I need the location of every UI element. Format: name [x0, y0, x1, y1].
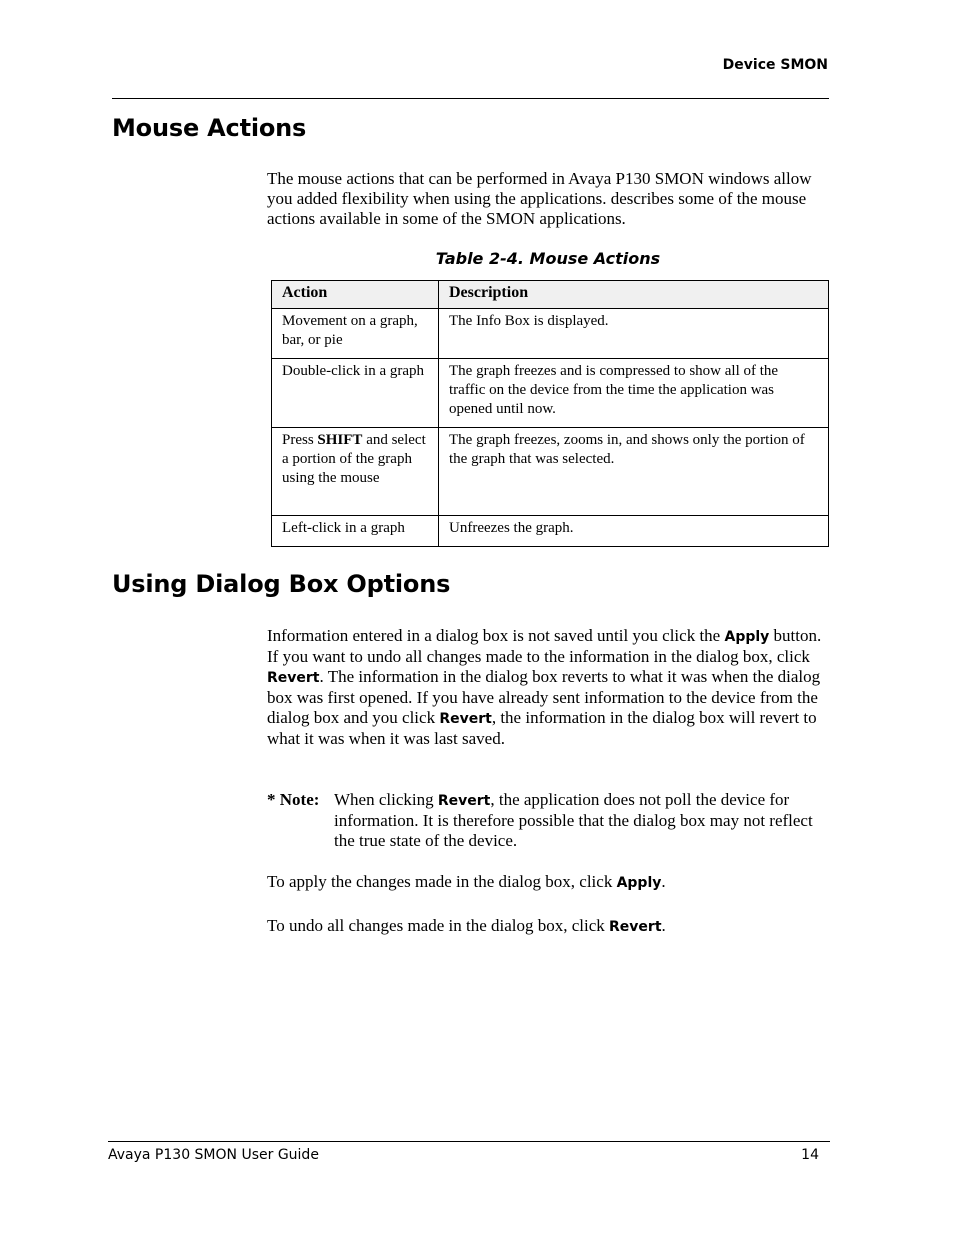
- paragraph-text: To apply the changes made in the dialog box, click: [267, 872, 617, 891]
- revert-term: Revert: [609, 919, 662, 935]
- description-cell: The Info Box is displayed.: [439, 309, 829, 359]
- table-header-row: [272, 281, 829, 309]
- table-row: [272, 309, 829, 359]
- description-cell: Unfreezes the graph.: [439, 516, 829, 547]
- mouse-actions-intro: The mouse actions that can be performed in Avaya P130 SMON windows allow you added flexibility when using the applications. describes some of the mouse actions available in some of the SMON applications.: [267, 169, 812, 228]
- shift-key-label: SHIFT: [317, 432, 363, 448]
- heading-dialog-box-options: Using Dialog Box Options: [112, 570, 451, 598]
- table-row: [272, 428, 829, 516]
- revert-term: Revert: [439, 711, 492, 727]
- action-cell: Left-click in a graph: [272, 516, 439, 547]
- table-caption: Table 2-4. Mouse Actions: [435, 249, 661, 268]
- paragraph-text: button. If you want to undo all changes made to the information in the dialog box, click: [267, 626, 822, 666]
- paragraph-text: , the information in the dialog box will revert to what it was when it was last saved.: [267, 708, 817, 748]
- paragraph-text: Information entered in a dialog box is not saved until you click the: [267, 626, 725, 645]
- paragraph-text: To undo all changes made in the dialog box, click: [267, 916, 610, 935]
- table-row: [272, 516, 829, 547]
- action-cell: Movement on a graph, bar, or pie: [272, 309, 439, 359]
- footer-title: Avaya P130 SMON User Guide: [108, 1147, 319, 1163]
- apply-term: Apply: [724, 629, 770, 645]
- apply-paragraph: [267, 872, 829, 893]
- action-cell: Double-click in a graph: [272, 359, 439, 428]
- dialog-box-paragraph: [267, 626, 829, 749]
- column-header-description: Description: [439, 281, 829, 309]
- description-cell: The graph freezes, zooms in, and shows only the portion of the graph that was selected.: [439, 428, 829, 516]
- revert-term: Revert: [437, 793, 491, 809]
- note-text: [334, 790, 814, 851]
- column-header-action: Action: [272, 281, 439, 309]
- action-cell: [272, 428, 439, 516]
- heading-mouse-actions: Mouse Actions: [112, 114, 307, 142]
- revert-paragraph: [267, 916, 829, 937]
- apply-term: Apply: [616, 875, 662, 891]
- paragraph-text: .: [661, 916, 666, 935]
- mouse-actions-table: [271, 280, 829, 547]
- page-number: 14: [801, 1147, 819, 1163]
- paragraph-text: . The information in the dialog box reverts to what it was when the dialog box was first opened. If you have already sent information to the device from the dialog box and you click: [267, 667, 821, 727]
- revert-term: Revert: [267, 670, 320, 686]
- description-cell: The graph freezes and is compressed to show all of the traffic on the device from the time the application was opened until now.: [439, 359, 829, 428]
- note-label: * Note:: [267, 790, 320, 809]
- table-row: [272, 359, 829, 428]
- paragraph-text: .: [661, 872, 666, 891]
- note-text-part: , the application does not poll the device for information. It is therefore possible that the dialog box may not reflect the true state of the device.: [334, 790, 813, 850]
- note-text-part: When clicking: [334, 790, 438, 809]
- action-text: Press: [282, 432, 318, 448]
- running-head: Device SMON: [722, 57, 828, 73]
- header-rule: [112, 98, 829, 99]
- action-text: and select a portion of the graph using the mouse: [282, 432, 426, 486]
- footer-rule: [108, 1141, 830, 1142]
